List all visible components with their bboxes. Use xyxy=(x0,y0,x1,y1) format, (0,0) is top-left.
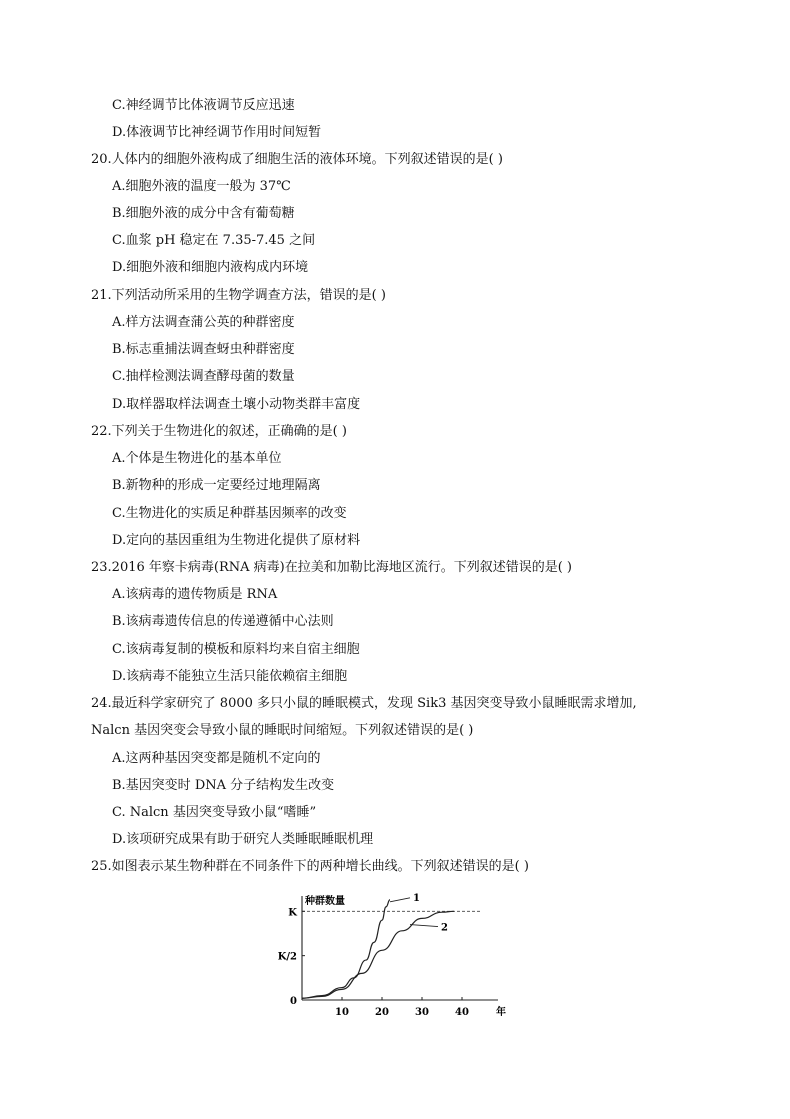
x-tick-label: 30 xyxy=(415,1007,429,1018)
option-line: A.该病毒的遗传物质是 RNA xyxy=(112,587,278,602)
question-25: 25.如图表示某生物种群在不同条件下的两种增长曲线。下列叙述错误的是( ) xyxy=(91,859,529,874)
question-21: 21.下列活动所采用的生物学调查方法，错误的是( ) xyxy=(91,288,386,303)
option-line: D.细胞外液和细胞内液构成内环境 xyxy=(112,260,309,275)
series-curve-2 xyxy=(302,911,454,998)
option-line: D.该病毒不能独立生活只能依赖宿主细胞 xyxy=(112,669,348,684)
option-line: A.样方法调查蒲公英的种群密度 xyxy=(112,315,295,330)
option-line: A.这两种基因突变都是随机不定向的 xyxy=(112,751,321,766)
option-line: C. Nalcn 基因突变导致小鼠“嗜睡” xyxy=(112,805,317,820)
question-24: 24.最近科学家研究了 8000 多只小鼠的睡眠模式，发现 Sik3 基因突变导致小鼠睡眠需求增加, xyxy=(91,696,637,711)
growth-curve-chart xyxy=(278,888,518,1028)
series-curve-1 xyxy=(302,900,390,998)
option-line: B.标志重捕法调查蚜虫种群密度 xyxy=(112,342,295,357)
x-tick-label: 20 xyxy=(375,1007,389,1018)
option-line: C.该病毒复制的模板和原料均来自宿主细胞 xyxy=(112,642,360,657)
option-line: D.取样器取样法调查土壤小动物类群丰富度 xyxy=(112,397,361,412)
y-tick-label: K xyxy=(288,907,297,919)
y-tick-label: K/2 xyxy=(278,951,297,963)
series-label-2: 2 xyxy=(441,922,448,934)
option-line: A.个体是生物进化的基本单位 xyxy=(112,451,282,466)
option-line: D.定向的基因重组为生物进化提供了原材料 xyxy=(112,533,361,548)
option-line: D.该项研究成果有助于研究人类睡眠睡眠机理 xyxy=(112,832,374,847)
y-axis-label: 种群数量 xyxy=(305,896,345,907)
option-line: C.抽样检测法调查酵母菌的数量 xyxy=(112,369,295,384)
option-line: C.生物进化的实质足种群基因频率的改变 xyxy=(112,506,347,521)
question-24-continued: Nalcn 基因突变会导致小鼠的睡眠时间缩短。下列叙述错误的是( ) xyxy=(91,723,474,738)
option-line: B.基因突变时 DNA 分子结构发生改变 xyxy=(112,778,335,793)
option-line: C.血浆 pH 稳定在 7.35-7.45 之间 xyxy=(112,233,316,248)
option-line: B.细胞外液的成分中含有葡萄糖 xyxy=(112,206,295,221)
option-line: B.该病毒遗传信息的传递遵循中心法则 xyxy=(112,614,334,629)
question-20: 20.人体内的细胞外液构成了细胞生活的液体环境。下列叙述错误的是( ) xyxy=(91,152,503,167)
x-axis-label: 年 xyxy=(496,1007,506,1018)
question-22: 22.下列关于生物进化的叙述，正确确的是( ) xyxy=(91,424,347,439)
x-tick-label: 10 xyxy=(335,1007,349,1018)
option-line: C.神经调节比体液调节反应迅速 xyxy=(112,98,295,113)
y-tick-label: 0 xyxy=(290,996,297,1007)
option-line: A.细胞外液的温度一般为 37℃ xyxy=(112,179,291,194)
option-line: B.新物种的形成一定要经过地理隔离 xyxy=(112,478,321,493)
question-23: 23.2016 年察卡病毒(RNA 病毒)在拉美和加勒比海地区流行。下列叙述错误的是( ) xyxy=(91,560,572,575)
series-leader-1 xyxy=(390,898,410,902)
series-leader-2 xyxy=(410,925,438,927)
series-label-1: 1 xyxy=(413,892,420,904)
option-line: D.体液调节比神经调节作用时间短暂 xyxy=(112,125,322,140)
x-tick-label: 40 xyxy=(455,1007,469,1018)
